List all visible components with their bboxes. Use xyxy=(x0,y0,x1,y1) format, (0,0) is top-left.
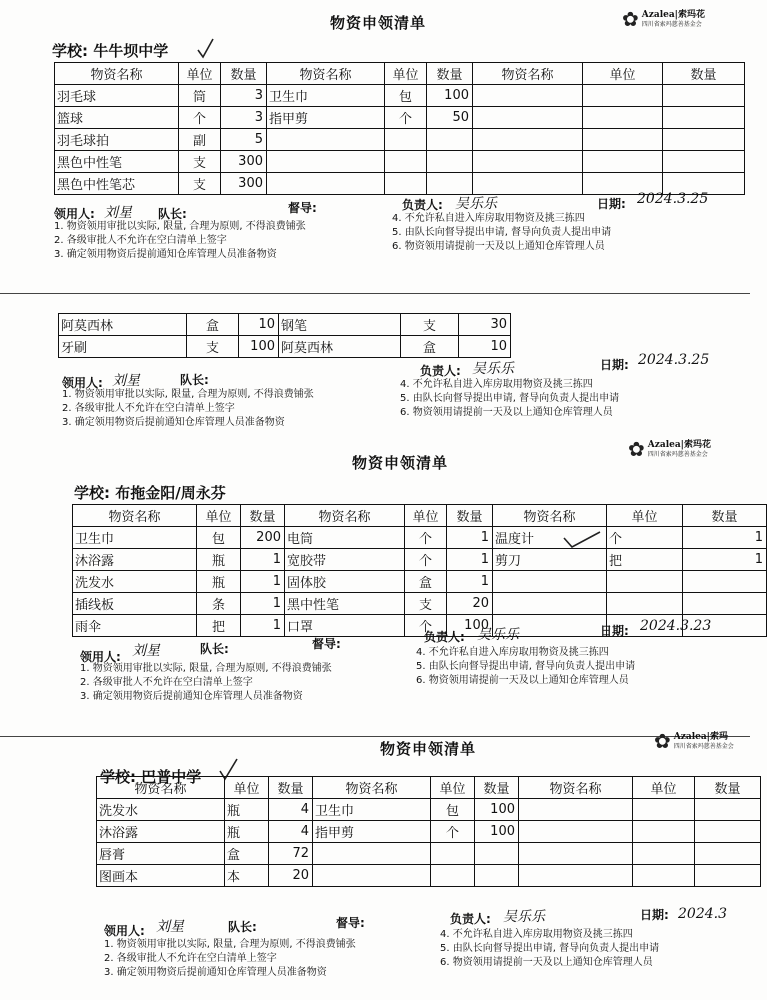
cell: 1 xyxy=(447,571,493,593)
header-name: 物资名称 xyxy=(313,777,431,799)
section-divider xyxy=(0,736,750,737)
cell xyxy=(473,85,583,107)
cell: 包 xyxy=(431,799,475,821)
cell: 3 xyxy=(221,107,267,129)
form4-school: 学校: 巴普中学 xyxy=(100,768,202,786)
table-row xyxy=(73,571,767,593)
form4-logo xyxy=(654,729,734,753)
cell: 1 xyxy=(241,593,285,615)
cell xyxy=(431,843,475,865)
table-row xyxy=(97,799,761,821)
form1-logo xyxy=(622,7,705,31)
header-name: 物资名称 xyxy=(519,777,633,799)
form2-manager-signature: 吴乐乐 xyxy=(472,361,514,377)
cell xyxy=(313,843,431,865)
cell: 瓶 xyxy=(225,799,269,821)
form4-receiver-label: 领用人: xyxy=(104,924,145,938)
header-unit: 单位 xyxy=(197,505,241,527)
form3-title: 物资申领清单 xyxy=(352,454,449,472)
azalea-flower-icon: ✿ xyxy=(622,7,639,31)
cell xyxy=(695,821,761,843)
form1-rules-left xyxy=(54,220,306,262)
cell xyxy=(427,173,473,195)
cell: 支 xyxy=(405,593,447,615)
cell: 阿莫西林 xyxy=(279,336,401,358)
cell: 个 xyxy=(405,549,447,571)
cell: 把 xyxy=(197,615,241,637)
table-row xyxy=(55,85,745,107)
form4-rules-right xyxy=(440,928,659,970)
cell: 100 xyxy=(239,336,279,358)
section-divider xyxy=(0,293,750,294)
cell: 100 xyxy=(447,615,493,637)
cell xyxy=(473,129,583,151)
rule: 6. 物资领用请提前一天及以上通知仓库管理人员 xyxy=(440,957,653,968)
header-name: 物资名称 xyxy=(55,63,179,85)
header-name: 物资名称 xyxy=(97,777,225,799)
cell xyxy=(385,151,427,173)
form2-table xyxy=(58,313,511,358)
cell: 瓶 xyxy=(197,571,241,593)
table-row xyxy=(55,129,745,151)
header-unit: 单位 xyxy=(607,505,683,527)
cell: 洗发水 xyxy=(97,799,225,821)
logo-sub: 四川省索玛慈善基金会 xyxy=(641,21,702,28)
cell: 牙刷 xyxy=(59,336,187,358)
cell xyxy=(695,799,761,821)
form3-logo xyxy=(628,437,711,461)
form3-date-value: 2024.3.23 xyxy=(640,618,712,634)
rule: 2. 各级审批人不允许在空白清单上签字 xyxy=(80,677,253,688)
header-unit: 单位 xyxy=(179,63,221,85)
cell xyxy=(267,129,385,151)
logo-sub: 四川省索玛慈善基金会 xyxy=(647,451,708,458)
form1-date-label: 日期: xyxy=(597,197,626,211)
cell: 黑中性笔 xyxy=(285,593,405,615)
form1-school: 学校: 牛牛坝中学 xyxy=(52,42,169,60)
cell: 200 xyxy=(241,527,285,549)
cell: 瓶 xyxy=(225,821,269,843)
cell: 1 xyxy=(447,527,493,549)
logo-brand: Azalea|索玛花 xyxy=(647,440,711,450)
cell: 1 xyxy=(683,549,767,571)
cell: 1 xyxy=(241,549,285,571)
cell: 黑色中性笔芯 xyxy=(55,173,179,195)
header-qty: 数量 xyxy=(663,63,745,85)
form1-date-value: 2024.3.25 xyxy=(637,191,709,207)
header-unit: 单位 xyxy=(431,777,475,799)
rule: 6. 物资领用请提前一天及以上通知仓库管理人员 xyxy=(392,241,605,252)
cell: 洗发水 xyxy=(73,571,197,593)
cell: 羽毛球 xyxy=(55,85,179,107)
cell: 10 xyxy=(239,314,279,336)
cell xyxy=(519,843,633,865)
cell: 盒 xyxy=(187,314,239,336)
cell xyxy=(607,593,683,615)
form4-receiver-signature: 刘星 xyxy=(156,919,184,935)
rule: 2. 各级审批人不允许在空白清单上签字 xyxy=(104,953,277,964)
rule: 3. 确定领用物资后提前通知仓库管理人员准备物资 xyxy=(54,249,277,260)
header-unit: 单位 xyxy=(633,777,695,799)
form4-date-value: 2024.3 xyxy=(678,906,727,922)
cell: 50 xyxy=(427,107,473,129)
form1-table xyxy=(54,62,745,195)
form3-rules-left xyxy=(80,662,332,704)
cell xyxy=(583,151,663,173)
cell xyxy=(519,865,633,887)
cell: 盒 xyxy=(405,571,447,593)
table-header-row xyxy=(55,63,745,85)
form3-manager-signature: 吴乐乐 xyxy=(477,627,519,643)
cell: 300 xyxy=(221,173,267,195)
form3-manager-label: 负责人: xyxy=(424,630,465,644)
cell: 条 xyxy=(197,593,241,615)
logo-brand: Azalea|索玛花 xyxy=(641,10,705,20)
rule: 5. 由队长向督导提出申请, 督导向负责人提出申请 xyxy=(392,227,612,238)
cell: 黑色中性笔 xyxy=(55,151,179,173)
table-row xyxy=(55,151,745,173)
cell: 卫生巾 xyxy=(267,85,385,107)
header-qty: 数量 xyxy=(221,63,267,85)
header-name: 物资名称 xyxy=(285,505,405,527)
cell: 支 xyxy=(179,151,221,173)
table-row xyxy=(59,336,511,358)
rule: 4. 不允许私自进入库房取用物资及挑三拣四 xyxy=(392,213,585,224)
cell: 沐浴露 xyxy=(73,549,197,571)
azalea-flower-icon: ✿ xyxy=(654,729,671,753)
cell xyxy=(633,821,695,843)
cell xyxy=(583,85,663,107)
form1-receiver-label: 领用人: xyxy=(54,207,95,221)
cell: 篮球 xyxy=(55,107,179,129)
cell xyxy=(267,151,385,173)
rule: 1. 物资领用审批以实际, 限量, 合理为原则, 不得浪费铺张 xyxy=(80,663,332,674)
cell: 4 xyxy=(269,821,313,843)
cell xyxy=(633,865,695,887)
cell: 包 xyxy=(385,85,427,107)
cell xyxy=(683,571,767,593)
cell: 100 xyxy=(427,85,473,107)
rule: 4. 不允许私自进入库房取用物资及挑三拣四 xyxy=(440,929,633,940)
table-header-row xyxy=(73,505,767,527)
rule: 5. 由队长向督导提出申请, 督导向负责人提出申请 xyxy=(440,943,660,954)
form2-receiver-signature: 刘星 xyxy=(112,373,140,389)
form3-receiver-signature: 刘星 xyxy=(132,643,160,659)
form1-school-check-mark xyxy=(196,38,216,60)
cell: 5 xyxy=(221,129,267,151)
cell: 72 xyxy=(269,843,313,865)
cell xyxy=(267,173,385,195)
form4-manager-signature: 吴乐乐 xyxy=(503,909,545,925)
form2-rules-left xyxy=(62,388,314,430)
table-header-row xyxy=(97,777,761,799)
header-qty: 数量 xyxy=(475,777,519,799)
cell: 钢笔 xyxy=(279,314,401,336)
cell: 筒 xyxy=(179,85,221,107)
header-unit: 单位 xyxy=(225,777,269,799)
table-row xyxy=(73,549,767,571)
form2-captain-label: 队长: xyxy=(180,373,209,387)
cell: 个 xyxy=(607,527,683,549)
cell xyxy=(633,799,695,821)
cell: 1 xyxy=(447,549,493,571)
cell: 1 xyxy=(241,615,285,637)
form3-date-label: 日期: xyxy=(600,624,629,638)
table-row xyxy=(55,107,745,129)
table-row xyxy=(59,314,511,336)
form2-date-value: 2024.3.25 xyxy=(638,352,710,368)
cell: 1 xyxy=(683,527,767,549)
rule: 1. 物资领用审批以实际, 限量, 合理为原则, 不得浪费铺张 xyxy=(54,221,306,232)
cell: 羽毛球拍 xyxy=(55,129,179,151)
rule: 1. 物资领用审批以实际, 限量, 合理为原则, 不得浪费铺张 xyxy=(104,939,356,950)
cell: 电筒 xyxy=(285,527,405,549)
cell xyxy=(607,571,683,593)
cell xyxy=(427,129,473,151)
cell xyxy=(663,129,745,151)
cell: 指甲剪 xyxy=(267,107,385,129)
cell: 唇膏 xyxy=(97,843,225,865)
form4-captain-label: 队长: xyxy=(228,920,257,934)
cell xyxy=(633,843,695,865)
form3-school: 学校: 布拖金阳/周永芬 xyxy=(74,484,226,502)
cell: 剪刀 xyxy=(493,549,607,571)
form1-title: 物资申领清单 xyxy=(330,14,427,32)
cell: 宽胶带 xyxy=(285,549,405,571)
cell: 卫生巾 xyxy=(313,799,431,821)
cell xyxy=(473,173,583,195)
cell: 盒 xyxy=(401,336,459,358)
cell: 300 xyxy=(221,151,267,173)
rule: 3. 确定领用物资后提前通知仓库管理人员准备物资 xyxy=(104,967,327,978)
form2-manager-label: 负责人: xyxy=(420,364,461,378)
cell: 图画本 xyxy=(97,865,225,887)
cell: 插线板 xyxy=(73,593,197,615)
cell: 3 xyxy=(221,85,267,107)
header-unit: 单位 xyxy=(583,63,663,85)
rule: 3. 确定领用物资后提前通知仓库管理人员准备物资 xyxy=(62,417,285,428)
form4-manager-label: 负责人: xyxy=(450,912,491,926)
cell xyxy=(475,843,519,865)
table-row xyxy=(97,821,761,843)
cell: 20 xyxy=(269,865,313,887)
cell xyxy=(583,129,663,151)
rule: 6. 物资领用请提前一天及以上通知仓库管理人员 xyxy=(416,675,629,686)
cell: 支 xyxy=(187,336,239,358)
cell: 4 xyxy=(269,799,313,821)
cell xyxy=(519,799,633,821)
cell xyxy=(683,593,767,615)
header-name: 物资名称 xyxy=(473,63,583,85)
cell: 雨伞 xyxy=(73,615,197,637)
cell: 100 xyxy=(475,821,519,843)
rule: 2. 各级审批人不允许在空白清单上签字 xyxy=(54,235,227,246)
table-row xyxy=(73,593,767,615)
form1-manager-signature: 吴乐乐 xyxy=(455,196,497,212)
rule: 5. 由队长向督导提出申请, 督导向负责人提出申请 xyxy=(416,661,636,672)
form3-rules-right xyxy=(416,646,635,688)
cell: 副 xyxy=(179,129,221,151)
form2-receiver-label: 领用人: xyxy=(62,376,103,390)
cell: 个 xyxy=(385,107,427,129)
cell xyxy=(663,85,745,107)
rule: 4. 不允许私自进入库房取用物资及挑三拣四 xyxy=(416,647,609,658)
form4-date-label: 日期: xyxy=(640,908,669,922)
header-qty: 数量 xyxy=(269,777,313,799)
cell: 支 xyxy=(179,173,221,195)
cell xyxy=(473,151,583,173)
cell: 10 xyxy=(459,336,511,358)
cell xyxy=(427,151,473,173)
form1-receiver-signature: 刘星 xyxy=(104,205,132,221)
cell xyxy=(431,865,475,887)
cell xyxy=(663,107,745,129)
header-qty: 数量 xyxy=(241,505,285,527)
header-qty: 数量 xyxy=(447,505,493,527)
cell: 个 xyxy=(405,615,447,637)
cell: 本 xyxy=(225,865,269,887)
form1-rules-right xyxy=(392,212,611,254)
header-unit: 单位 xyxy=(405,505,447,527)
rule: 4. 不允许私自进入库房取用物资及挑三拣四 xyxy=(400,379,593,390)
rule: 1. 物资领用审批以实际, 限量, 合理为原则, 不得浪费铺张 xyxy=(62,389,314,400)
cell: 把 xyxy=(607,549,683,571)
form4-supervisor-label: 督导: xyxy=(336,916,365,930)
cell xyxy=(519,821,633,843)
header-qty: 数量 xyxy=(427,63,473,85)
header-qty: 数量 xyxy=(695,777,761,799)
header-unit: 单位 xyxy=(385,63,427,85)
table-row xyxy=(97,865,761,887)
header-qty: 数量 xyxy=(683,505,767,527)
cell xyxy=(313,865,431,887)
cell: 固体胶 xyxy=(285,571,405,593)
cell xyxy=(695,843,761,865)
cell: 个 xyxy=(179,107,221,129)
rule: 3. 确定领用物资后提前通知仓库管理人员准备物资 xyxy=(80,691,303,702)
cell: 盒 xyxy=(225,843,269,865)
cell: 100 xyxy=(475,799,519,821)
cell xyxy=(695,865,761,887)
form1-manager-label: 负责人: xyxy=(402,198,443,212)
cell: 个 xyxy=(431,821,475,843)
header-name: 物资名称 xyxy=(267,63,385,85)
form2-rules-right xyxy=(400,378,619,420)
header-name: 物资名称 xyxy=(73,505,197,527)
rule: 6. 物资领用请提前一天及以上通知仓库管理人员 xyxy=(400,407,613,418)
form1-captain-label: 队长: xyxy=(158,207,187,221)
form3-receiver-label: 领用人: xyxy=(80,650,121,664)
cell: 指甲剪 xyxy=(313,821,431,843)
cell: 个 xyxy=(405,527,447,549)
table-row xyxy=(73,527,767,549)
cell: 1 xyxy=(241,571,285,593)
table-row xyxy=(97,843,761,865)
cell: 30 xyxy=(459,314,511,336)
cell xyxy=(473,107,583,129)
form3-scissors-check-mark xyxy=(562,530,602,550)
cell: 瓶 xyxy=(197,549,241,571)
cell: 阿莫西林 xyxy=(59,314,187,336)
form3-captain-label: 队长: xyxy=(200,642,229,656)
form3-supervisor-label: 督导: xyxy=(312,637,341,651)
cell: 温度计 xyxy=(493,527,607,549)
header-name: 物资名称 xyxy=(493,505,607,527)
cell xyxy=(475,865,519,887)
cell xyxy=(385,129,427,151)
cell: 包 xyxy=(197,527,241,549)
form4-rules-left xyxy=(104,938,356,980)
form1-supervisor-label: 督导: xyxy=(288,201,317,215)
form4-table xyxy=(96,776,761,887)
cell: 沐浴露 xyxy=(97,821,225,843)
cell xyxy=(385,173,427,195)
form2-date-label: 日期: xyxy=(600,358,629,372)
rule: 5. 由队长向督导提出申请, 督导向负责人提出申请 xyxy=(400,393,620,404)
rule: 2. 各级审批人不允许在空白清单上签字 xyxy=(62,403,235,414)
cell: 口罩 xyxy=(285,615,405,637)
cell xyxy=(583,107,663,129)
cell xyxy=(493,593,607,615)
logo-sub: 四川省索玛慈善基金会 xyxy=(673,743,734,750)
cell: 20 xyxy=(447,593,493,615)
azalea-flower-icon: ✿ xyxy=(628,437,645,461)
cell: 支 xyxy=(401,314,459,336)
cell: 卫生巾 xyxy=(73,527,197,549)
logo-brand: Azalea|索玛 xyxy=(673,732,728,742)
cell xyxy=(663,151,745,173)
form4-title: 物资申领清单 xyxy=(380,740,477,758)
cell xyxy=(493,571,607,593)
